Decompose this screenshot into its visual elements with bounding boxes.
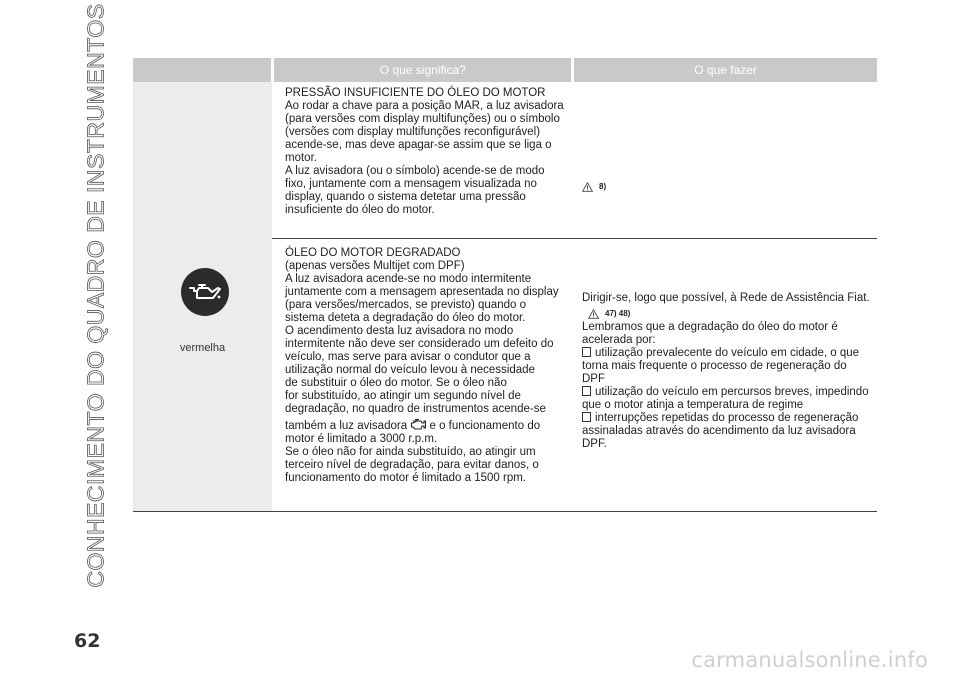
table-header: [133, 58, 877, 82]
table-body: [133, 82, 877, 512]
text-line: veículo, mas serve para avisar o condutor que a: [285, 351, 531, 363]
text-line: display, quando o sistema detetar uma pressão: [285, 191, 526, 203]
text-line: A luz avisadora acende-se no modo intermitente: [285, 273, 532, 285]
text-line: que o motor atinja a temperatura de regime: [582, 399, 804, 411]
text-line: PRESSÃO INSUFICIENTE DO ÓLEO DO MOTOR: [285, 87, 546, 99]
bullet-text: utilização do veículo em percursos breves, impedindo: [595, 386, 869, 398]
text-line: de substituir o óleo do motor. Se o óleo não: [285, 377, 507, 389]
text-line: Ao rodar a chave para a posição MAR, a luz avisadora: [285, 100, 564, 112]
row2-meaning: [285, 247, 575, 485]
text-line: ÓLEO DO MOTOR DEGRADADO: [285, 247, 461, 259]
text-line: intermitente não deve ser considerado um defeito do: [285, 338, 554, 350]
bullet-text: interrupções repetidas do processo de regeneração: [595, 412, 859, 424]
text-fragment: também a luz avisadora: [285, 420, 408, 432]
text-line: motor.: [285, 152, 317, 164]
text-line: Lembramos que a degradação do óleo do motor é: [582, 321, 838, 333]
warning-reference: [582, 180, 622, 193]
bullet-square-icon: [582, 347, 591, 357]
bullet-item: [582, 412, 880, 425]
text-line-with-icon: [285, 418, 575, 433]
warning-light-table: [133, 58, 877, 512]
row2-action: [582, 292, 880, 451]
bullet-text: utilização prevalecente do veículo em cidade, o que: [595, 347, 860, 359]
text-line: (para versões/mercados, se previsto) quando o: [285, 299, 526, 311]
section-title-text: CONHECIMENTO DO QUADRO DE INSTRUMENTOS: [82, 2, 109, 588]
section-side-title: [82, 2, 109, 588]
text-line: (versões com display multifunções reconfigurável): [285, 126, 541, 138]
note-reference: 47) 48): [605, 309, 631, 318]
text-line: acelerada por:: [582, 334, 656, 346]
row-divider: [272, 238, 877, 239]
header-action: O que fazer: [574, 58, 877, 82]
header-meaning: O que significa?: [274, 58, 571, 82]
text-line: degradação, no quadro de instrumentos acende-se: [285, 403, 546, 415]
text-fragment: e o funcionamento do: [429, 420, 541, 432]
warning-triangle-icon: [582, 182, 593, 192]
text-line: Se o óleo não for ainda substituído, ao atingir um: [285, 446, 536, 458]
text-line: terceiro nível de degradação, para evitar danos, o: [285, 459, 539, 471]
bullet-square-icon: [582, 386, 591, 396]
text-line: acende-se, mas deve apagar-se assim que se liga o: [285, 139, 552, 151]
row1-action: [582, 180, 622, 193]
bullet-item: [582, 386, 880, 399]
text-line: (apenas versões Multijet com DPF): [285, 260, 465, 272]
text-line: motor é limitado a 3000 r.p.m.: [285, 433, 438, 445]
bullet-item: [582, 347, 880, 360]
text-line: for substituído, ao atingir um segundo nível de: [285, 390, 521, 402]
text-line: sistema deteta a degradação do óleo do motor.: [285, 312, 526, 324]
text-line: assinaladas através do acendimento da luz avisadora: [582, 425, 856, 437]
table-bottom-rule: [133, 511, 877, 512]
text-line: O acendimento desta luz avisadora no modo: [285, 325, 514, 337]
text-line: (para versões com display multifunções) ou o símbolo: [285, 113, 560, 125]
text-line: utilização normal do veículo levou à necessidade: [285, 364, 535, 376]
text-line: juntamente com a mensagem apresentada no display: [285, 286, 559, 298]
watermark: carmanualsonline.info: [691, 648, 928, 672]
bullet-square-icon: [582, 412, 591, 422]
text-line: DPF.: [582, 438, 607, 450]
text-line: Dirigir-se, logo que possível, à Rede de Assistência Fiat.: [582, 292, 870, 304]
oil-can-icon: [180, 267, 230, 317]
warning-reference: [588, 307, 880, 320]
text-line: funcionamento do motor é limitado a 1500 rpm.: [285, 472, 526, 484]
lamp-column: [133, 82, 272, 512]
row1-meaning: [285, 87, 575, 217]
text-line: torna mais frequente o processo de regeneração do: [582, 360, 847, 372]
text-line: fixo, juntamente com a mensagem visualizada no: [285, 178, 537, 190]
engine-icon: [410, 418, 426, 431]
text-line: DPF: [582, 373, 605, 385]
lamp-color-label: vermelha: [179, 342, 226, 354]
warning-triangle-icon: [588, 309, 599, 319]
page-number: 62: [74, 630, 101, 652]
text-line: A luz avisadora (ou o símbolo) acende-se de modo: [285, 165, 545, 177]
header-lamp-column: [133, 58, 271, 82]
note-reference: 8): [599, 182, 607, 191]
text-line: insuficiente do óleo do motor.: [285, 204, 435, 216]
